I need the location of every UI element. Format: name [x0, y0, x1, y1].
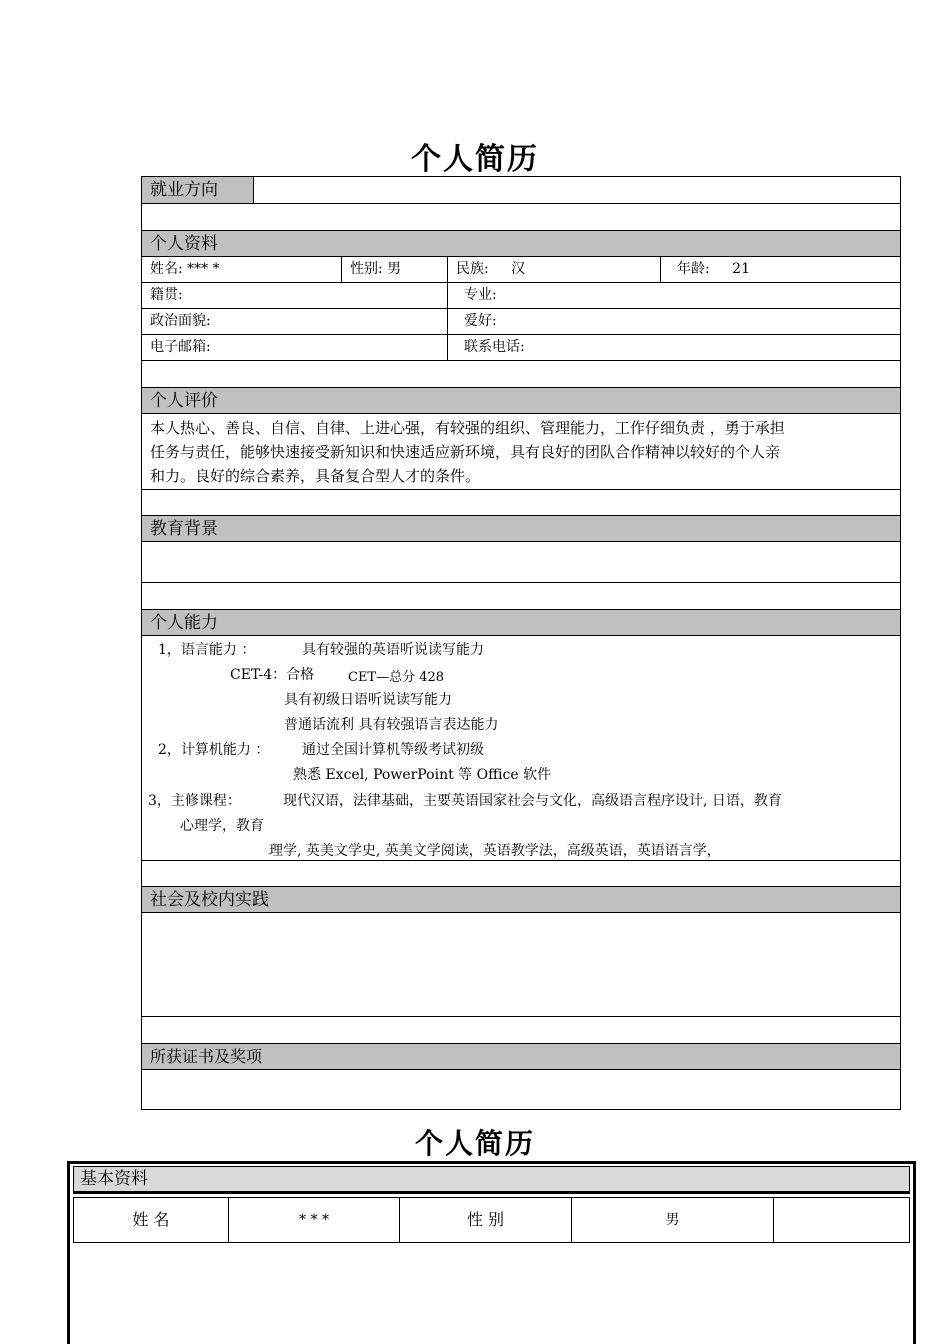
gender-label: 性 别: [399, 1197, 572, 1243]
page-title-2: 个人简历: [414, 1127, 535, 1160]
spacer-row: [141, 489, 901, 516]
ethnicity-label: 民族:: [456, 261, 489, 277]
age-value: 21: [732, 261, 750, 277]
spacer-row: [141, 582, 901, 610]
political-status-cell: 政治面貌:: [141, 308, 448, 335]
major-cell: 专业:: [447, 282, 901, 309]
skills-language-text: 具有较强的英语听说读写能力: [302, 642, 484, 658]
photo-cell: [773, 1197, 910, 1243]
practice-body: [141, 912, 901, 1017]
ethnicity-value: 汉: [511, 261, 526, 277]
name-value: * * *: [228, 1197, 400, 1243]
phone-cell: 联系电话:: [447, 334, 901, 361]
skills-courses-text: 现代汉语，法律基础，主要英语国家社会与文化，高级语言程序设计, 日语，教育: [283, 793, 782, 809]
gender-cell: 性别: 男: [341, 256, 448, 283]
native-place-cell: 籍贯:: [141, 282, 448, 309]
direction-label: 就业方向: [141, 176, 254, 204]
ethnicity-cell: [447, 256, 661, 283]
email-cell: 电子邮箱:: [141, 334, 448, 361]
evaluation-line: 本人热心、善良、自信、自律、上进心强，有较强的组织、管理能力，工作仔细负责 ，勇于承担: [150, 419, 785, 437]
basic-info-header: 基本资料: [73, 1166, 910, 1194]
gender-value: 男: [571, 1197, 774, 1243]
name-label: 姓 名: [73, 1197, 229, 1243]
education-body: [141, 541, 901, 583]
spacer-row: [141, 1016, 901, 1044]
age-cell: [660, 256, 901, 283]
skills-courses-label: 3，主修课程：: [148, 793, 241, 809]
personal-info-header: 个人资料: [141, 230, 901, 257]
basic-info-table: [67, 1161, 916, 1344]
direction-field[interactable]: [253, 176, 901, 204]
skills-courses-cont: 心理学，教育: [180, 818, 264, 834]
practice-header: 社会及校内实践: [141, 886, 901, 913]
page-title: 个人简历: [411, 142, 539, 177]
skills-header: 个人能力: [141, 609, 901, 636]
skills-courses-cont2: 理学, 英美文学史, 英美文学阅读，英语教学法，高级英语，英语语言学，: [269, 843, 721, 859]
evaluation-line: 任务与责任，能够快速接受新知识和快速适应新环境，具有良好的团队合作精神以较好的个人亲: [150, 443, 781, 461]
spacer-row: [141, 203, 901, 231]
skills-computer-label: 2，计算机能力 ：: [158, 742, 270, 758]
age-label: 年龄:: [677, 261, 710, 277]
evaluation-header: 个人评价: [141, 387, 901, 414]
skills-japanese: 具有初级日语听说读写能力: [284, 692, 452, 708]
evaluation-line: 和力。良好的综合素养，具备复合型人才的条件。: [150, 467, 481, 485]
name-cell: 姓名: *** *: [141, 256, 342, 283]
evaluation-body: [141, 413, 901, 490]
skills-mandarin: 普通话流利 具有较强语言表达能力: [284, 717, 499, 733]
skills-office: 熟悉 Excel, PowerPoint 等 Office 软件: [293, 767, 552, 783]
awards-body: [141, 1069, 901, 1110]
awards-header: 所获证书及奖项: [141, 1043, 901, 1070]
hobby-cell: 爱好:: [447, 308, 901, 335]
spacer-row: [141, 360, 901, 388]
skills-computer-text: 通过全国计算机等级考试初级: [302, 742, 484, 758]
education-header: 教育背景: [141, 515, 901, 542]
skills-cet-score: CET—总分 428: [348, 670, 445, 685]
skills-language-label: 1，语言能力 ：: [158, 642, 256, 658]
spacer-row: [141, 860, 901, 887]
skills-cet4: CET-4：合格: [230, 667, 315, 683]
